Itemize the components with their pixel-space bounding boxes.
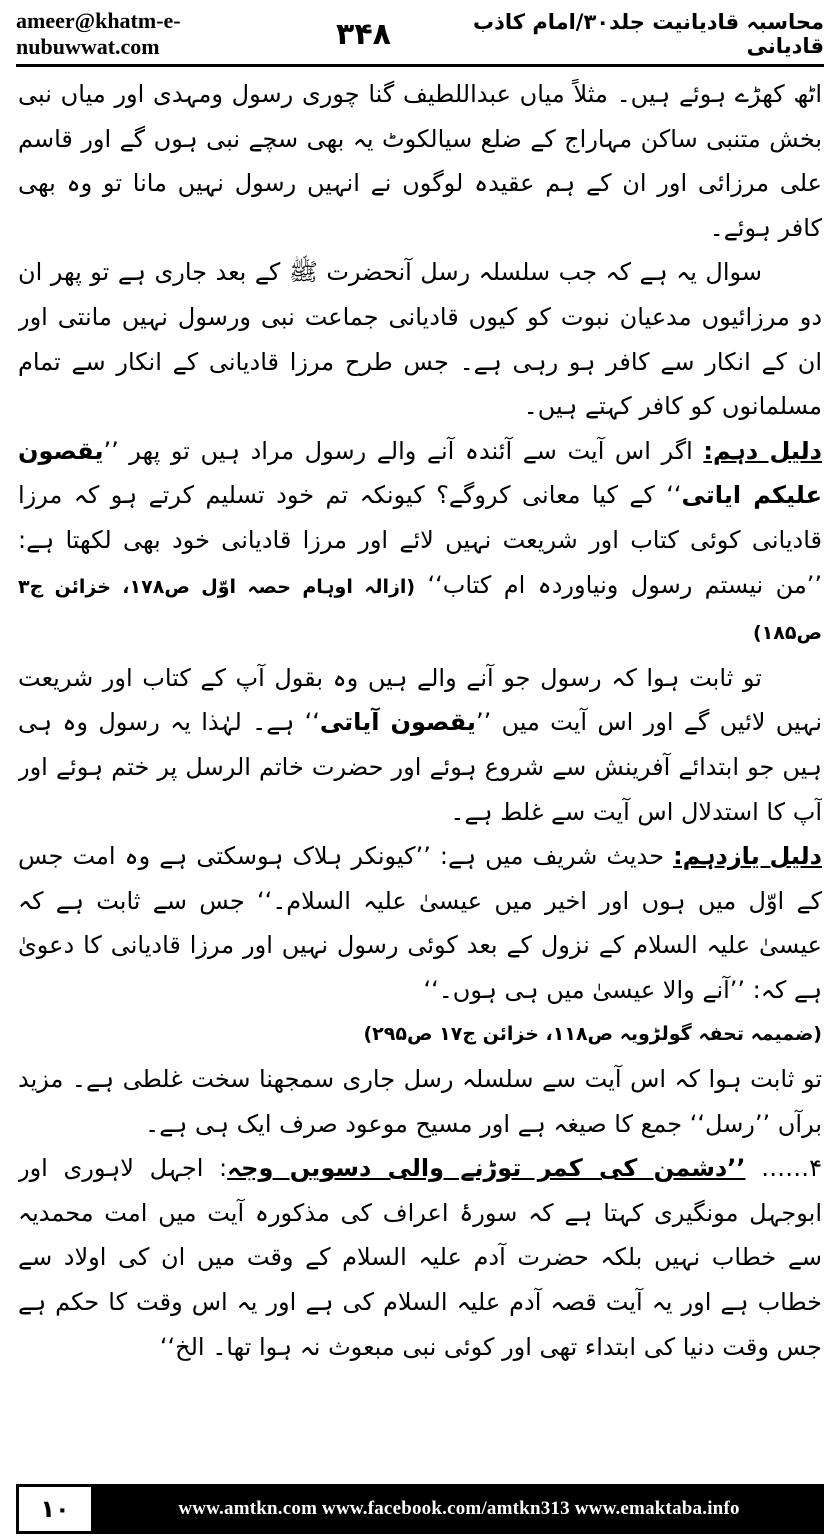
page-footer xyxy=(16,1484,824,1534)
paragraph-6: تو ثابت ہوا کہ اس آیت سے سلسلہ رسل جاری سمجھنا سخت غلطی ہے۔ مزید برآں ’’رسل‘‘ جمع کا صیغہ ہے اور مسیح موعود صرف ایک ہی ہے۔ xyxy=(18,1065,822,1138)
paragraph-4-text-a: تو ثابت ہوا کہ رسول جو آنے والے ہیں وہ بقول آپ کے کتاب اور شریعت نہیں لائیں گے اور اس آیت میں ’’ xyxy=(18,663,822,737)
reference-izala: (ازالہ اوہام حصہ اوّل ص۱۷۸، خزائن ج۳ ص۱۸۵) xyxy=(18,575,822,645)
header-rule xyxy=(16,64,824,67)
paragraph-7 xyxy=(18,1146,822,1369)
wajh-10-heading: ’’دشمن کی کمر توڑنے والی دسویں وجہ xyxy=(227,1154,746,1183)
footer-page-number: ۱۰ xyxy=(16,1484,94,1534)
reference-tohfa: (ضمیمہ تحفہ گولڑویہ ص۱۱۸، خزائن ج۱۷ ص۲۹۵) xyxy=(363,1023,822,1046)
paragraph-4-text-b: ‘‘ ہے۔ لہٰذا یہ رسول وہ ہی ہیں جو ابتدائے آفرینش سے شروع ہوئے اور حضرت خاتم الرسل پر ختم ہوئے اور آپ کا استدلال اس آیت سے غلط ہے۔ xyxy=(18,708,822,826)
paragraph-4-arabic: یقصون آیاتی xyxy=(319,708,476,737)
dalil-10-heading: دلیل دہم: xyxy=(703,436,822,465)
paragraph-2: سوال یہ ہے کہ جب سلسلہ رسل آنحضرت ﷺ کے بعد جاری ہے تو پھر ان دو مرزائیوں مدعیان نبوت کو کیوں قادیانی جماعت نبی ورسول نہیں مانتی اور ان کے انکار سے کافر ہو رہی ہے۔ جس طرح مرزا قادیانی کے انکار سے تمام مسلمانوں کو کافر کہتے ہیں۔ xyxy=(18,258,822,421)
item-number-4: ۴…… xyxy=(745,1154,822,1183)
page-content xyxy=(18,72,822,1480)
paragraph-3-text-b: ‘‘ کے کیا معانی کروگے؟ کیونکہ تم خود تسلیم کرتے ہو کہ مرزا قادیانی کوئی کتاب اور شریعت نہیں لائے اور مرزا قادیانی خود بھی لکھتا ہے: ’’من نیستم رسول ونیاوردہ ام کتاب‘‘ xyxy=(18,481,822,599)
paragraph-4 xyxy=(18,656,822,834)
paragraph-1: اٹھ کھڑے ہوئے ہیں۔ مثلاً میاں عبداللطیف گنا چوری رسول ومہدی اور میاں نبی بخش متنبی ساکن مہاراج کے ضلع سیالکوٹ یہ بھی سچے نبی ہوں گے اور قاسم علی مرزائی اور ان کے ہم عقیدہ لوگوں نے انہیں رسول نہیں مانا تو وہ بھی کافر ہوئے۔ xyxy=(18,80,822,242)
paragraph-3-arabic: یقصون علیکم ایاتی xyxy=(18,436,822,510)
page-header xyxy=(16,6,824,62)
paragraph-3 xyxy=(18,429,822,656)
header-email[interactable]: ameer@khatm-e-nubuwwat.com xyxy=(16,8,181,59)
paragraph-5 xyxy=(18,834,822,1012)
paragraph-7-text: : اجہل لاہوری اور ابوجہل مونگیری کہتا ہے کہ سورۂ اعراف کی مذکورہ آیت میں امت محمدیہ سے خطاب نہیں بلکہ حضرت آدم علیہ السلام کے وقت میں ان کی اولاد سے خطاب ہے اور یہ آیت قصہ آدم علیہ السلام کی ہے اور یہ اس وقت کا حکم ہے جس وقت دنیا کی ابتداء تھی اور کوئی نبی مبعوث نہ ہوا تھا۔ الخ‘‘ xyxy=(18,1154,822,1361)
footer-links[interactable]: www.amtkn.com www.facebook.com/amtkn313 www.emaktaba.info xyxy=(94,1484,824,1534)
paragraph-5-text: حدیث شریف میں ہے: ’’کیونکر ہلاک ہوسکتی ہے وہ امت جس کے اوّل میں ہوں اور اخیر میں عیسیٰ علیہ السلام۔‘‘ جس سے ثابت ہے کہ عیسیٰ علیہ السلام کے نزول کے بعد کوئی رسول نہیں اور مرزا قادیانی کا دعویٰ ہے کہ: ’’آنے والا عیسیٰ میں ہی ہوں۔‘‘ xyxy=(18,842,822,1004)
header-running-title: محاسبہ قادیانیت جلد۳۰/امام کاذب قادیانی xyxy=(473,10,824,58)
dalil-11-heading: دلیل یازدہم: xyxy=(673,842,822,871)
header-page-number: ۳۴۸ xyxy=(336,16,391,52)
paragraph-3-text-a: اگر اس آیت سے آئندہ آنے والے رسول مراد ہیں تو پھر ’’ xyxy=(103,436,704,465)
header-left xyxy=(16,8,391,60)
